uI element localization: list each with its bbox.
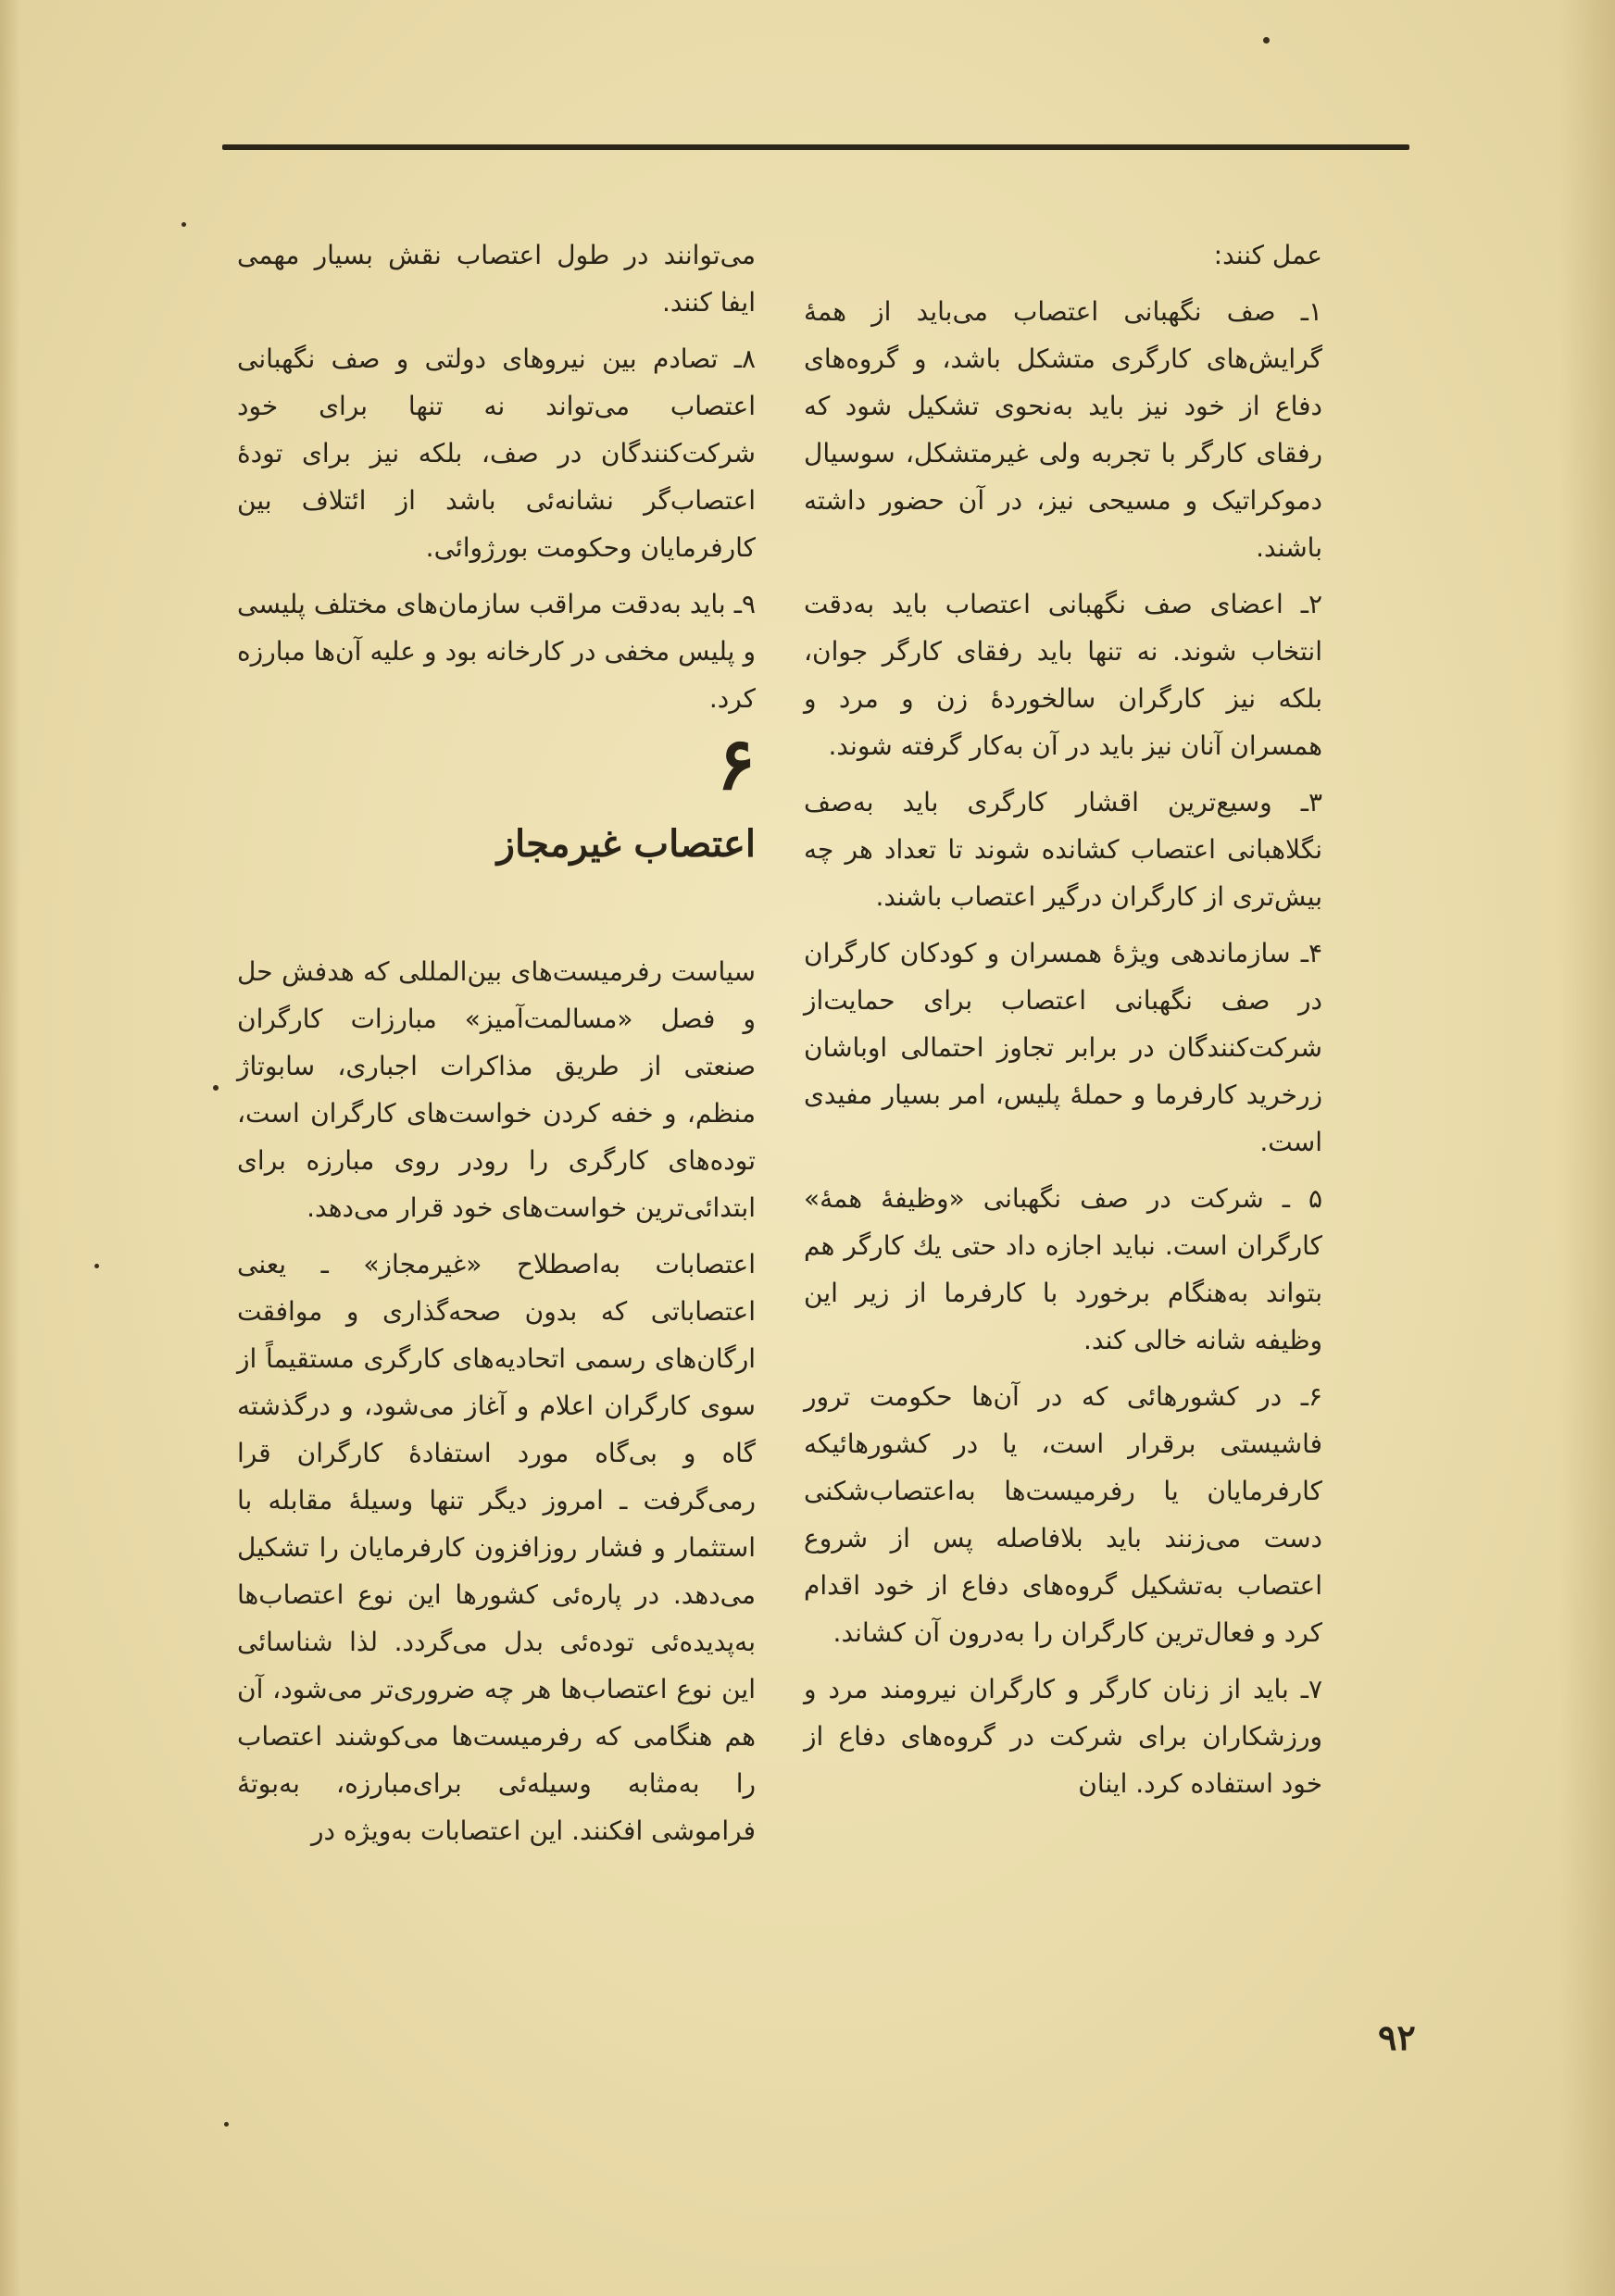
paragraph: ۳ـ وسیع‌ترین اقشار کارگری باید به‌صف نگلاهبانی اعتصاب کشانده شوند تا تعداد هر چه بیش‌تری از کارگران درگیر اعتصاب باشند.	[804, 787, 1322, 912]
chapter-number: ۶	[717, 722, 756, 806]
column-intro: عمل کنند:	[1213, 240, 1322, 270]
paragraph: می‌توانند در طول اعتصاب نقش بسیار مهمی ایفا کنند.	[237, 240, 756, 318]
paper-speck	[182, 222, 186, 227]
left-column	[237, 231, 756, 2000]
paper-speck	[213, 1085, 219, 1091]
paragraph: ۶ـ در کشورهائی که در آن‌ها حکومت ترور فاشیستی برقرار است، یا در کشورهائیکه کارفرمایان یا رفرمیست‌ها به‌اعتصاب‌شکنی دست می‌زنند باید بلافاصله پس از شروع اعتصاب به‌تشکیل گروه‌های دفاع از خود اقدام کرد و فعال‌ترین کارگران را به‌درون آن کشاند.	[804, 1381, 1322, 1648]
paragraph: ۲ـ اعضای صف نگهبانی اعتصاب باید به‌دقت انتخاب شوند. نه تنها باید رفقای کارگر جوان، بلکه نیز کارگران سالخوردهٔ زن و مرد و همسران آنان نیز باید در آن به‌کار گرفته شوند.	[804, 589, 1322, 761]
paper-speck	[1263, 37, 1270, 44]
paragraph: اعتصابات به‌اصطلاح «غیرمجاز» ـ یعنی اعتصاباتی که بدون صحه‌گذاری و موافقت ارگان‌های رسمی اتحادیه‌های کارگری مستقیماً از سوی کارگران اعلام و آغاز می‌شود، و درگذشته گاه و بی‌گاه مورد استفادهٔ کارگران قرا رمی‌گرفت ـ امروز دیگر تنها وسیلهٔ مقابله با استثمار و فشار روزافزون کارفرمایان را تشکیل می‌دهد. در پاره‌ئی کشورها این نوع اعتصاب‌ها به‌پدیده‌ئی توده‌ئی بدل می‌گردد. لذا شناسائی این نوع اعتصاب‌ها هر چه ضروری‌تر می‌شود، آن هم هنگامی که رفرمیست‌ها می‌کوشند اعتصاب را به‌مثابه وسیله‌ئی برای‌مبارزه، به‌بوتهٔ فراموشی افکنند. این اعتصابات به‌ویژه در	[237, 1249, 756, 1846]
paragraph: ۹ـ باید به‌دقت مراقب سازمان‌های مختلف پلیسی و پلیس مخفی در کارخانه بود و علیه آن‌ها مبارزه کرد.	[237, 589, 756, 714]
paragraph: ۱ـ صف نگهبانی اعتصاب می‌باید از همهٔ گرایش‌های کارگری متشکل باشد، و گروه‌های دفاع از خود نیز باید به‌نحوی تشکیل شود که رفقای کارگر با تجربه ولی غیرمتشکل، سوسیال دموکراتیک و مسیحی نیز، در آن حضور داشته باشند.	[804, 296, 1322, 563]
paragraph: ۸ـ تصادم بین نیروهای دولتی و صف نگهبانی اعتصاب می‌تواند نه تنها برای خود شرکت‌کنندگان در صف، بلکه نیز برای تودهٔ اعتصاب‌گر نشانه‌ئی باشد از ائتلاف بین کارفرمایان وحکومت بورژوائی.	[237, 343, 756, 563]
paper-speck	[224, 2122, 229, 2127]
page-edge-left	[0, 0, 20, 2296]
chapter-title: اعتصاب غیرمجاز	[496, 822, 756, 866]
right-column	[804, 231, 1322, 2037]
page-number: ۹۲	[1378, 2016, 1416, 2058]
paragraph: سیاست رفرمیست‌های بین‌المللی که هدفش حل و فصل «مسالمت‌آمیز» مبارزات کارگران صنعتی از طریق مذاکرات اجباری، سابوتاژ منظم، و خفه کردن خواست‌های کارگران است، توده‌های کارگری را رودر روی مبارزه برای ابتدائی‌ترین خواست‌های خود قرار می‌دهد.	[237, 956, 756, 1223]
page-edge-right	[1559, 0, 1615, 2296]
paper-speck	[94, 1264, 99, 1268]
header-rule	[222, 144, 1409, 150]
paragraph: ۴ـ سازماندهی ویژهٔ همسران و کودکان کارگران در صف نگهبانی اعتصاب برای حمایت‌از شرکت‌کنندگان در برابر تجاوز احتمالی اوباشان زرخرید کارفرما و حملهٔ پلیس، امر بسیار مفیدی است.	[804, 938, 1322, 1157]
paragraph: ۷ـ باید از زنان کارگر و کارگران نیرومند مرد و ورزشکاران برای شرکت در گروه‌های دفاع از خود استفاده کرد. اینان	[804, 1674, 1322, 1799]
paragraph: ۵ ـ شرکت در صف نگهبانی «وظیفهٔ همهٔ» کارگران است. نباید اجازه داد حتی یك کارگر هم بتواند به‌هنگام برخورد با کارفرما از زیر این وظیفه شانه خالی کند.	[804, 1183, 1322, 1355]
